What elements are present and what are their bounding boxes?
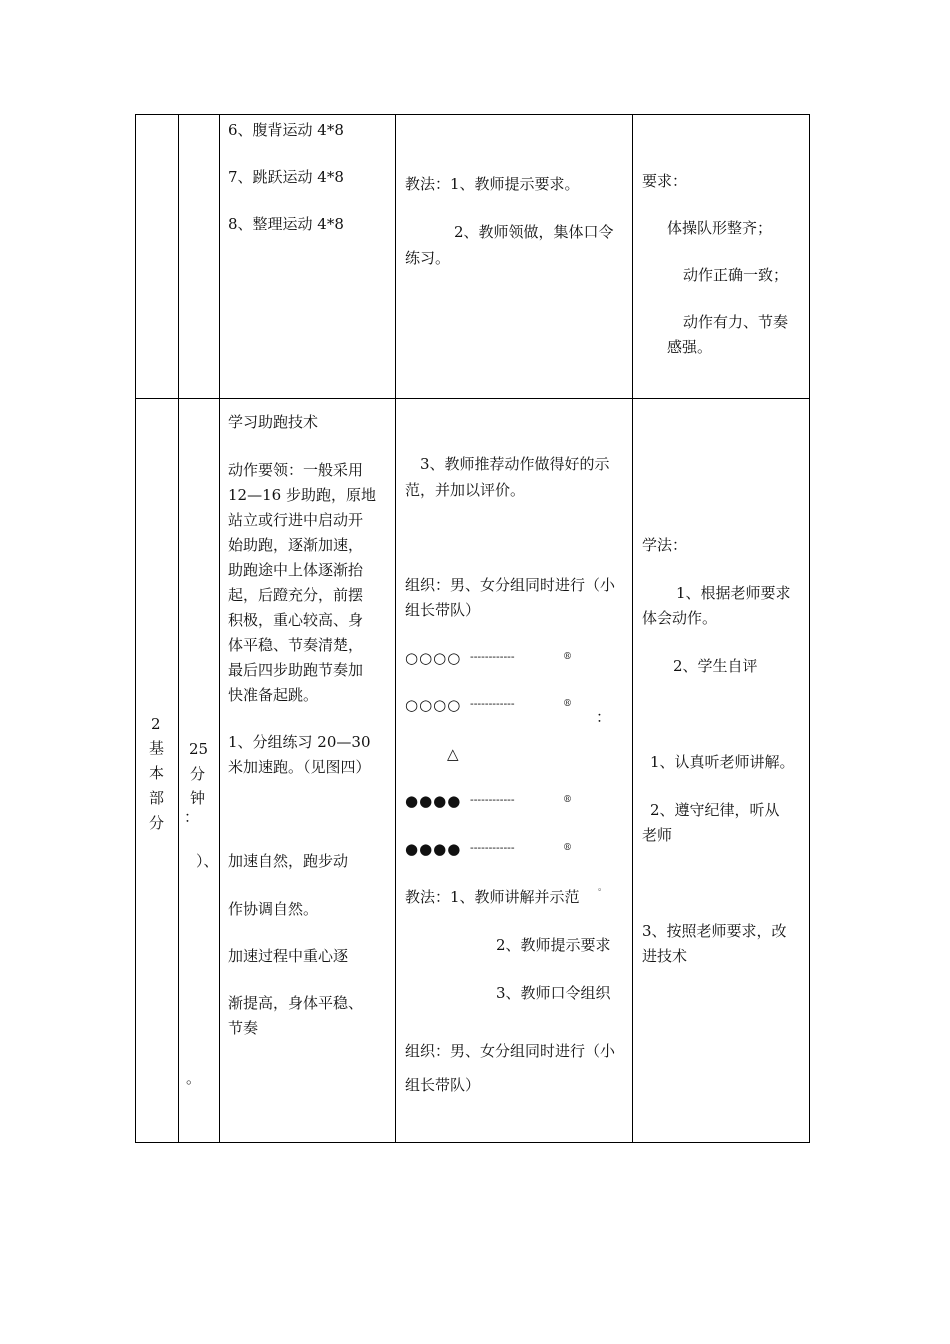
key-point-line: 渐提高，身体平稳、 (228, 994, 364, 1012)
essentials-line: 助跑途中上体逐渐抬 (228, 561, 364, 579)
section-char: 分 (149, 814, 165, 832)
teacher-triangle: △ (447, 745, 459, 763)
learning-item: 体会动作。 (642, 609, 718, 627)
essentials-line: 积极，重心较高、身 (228, 611, 364, 629)
section-char: 基 (149, 739, 165, 757)
table-top-border (135, 114, 810, 115)
open-circle-row: ○○○○ (405, 649, 462, 667)
key-point-line: 加速自然，跑步动 (228, 852, 349, 870)
essentials-line: 12—16 步助跑，原地 (228, 486, 376, 504)
essentials-line: 站立或行进中启动开 (228, 511, 364, 529)
teaching-method-item: 3、教师口令组织 (496, 984, 611, 1002)
teaching-method-label: 教法：1、教师提示要求。 (405, 175, 580, 193)
practice-line: 米加速跑。（见图四） (228, 758, 371, 776)
time-value: 25 (189, 740, 209, 758)
column-divider (219, 114, 220, 1143)
organization-line: 组织：男、女分组同时进行（小 (405, 1042, 616, 1060)
dashed-line: ------------ (470, 650, 515, 663)
dashed-line: ------------ (470, 793, 515, 806)
filled-circle-row: ●●●● (405, 840, 462, 858)
requirement-item: 体操队形整齐； (667, 219, 773, 237)
exercise-item: 7、跳跃运动 4*8 (228, 168, 344, 186)
column-divider (395, 114, 396, 1143)
essentials-line: 体平稳、节奏清楚， (228, 636, 364, 654)
requirement-item: 动作正确一致； (683, 266, 789, 284)
open-circle-row: ○○○○ (405, 696, 462, 714)
section-number: 2 (151, 715, 161, 733)
learning-item: 2、学生自评 (673, 657, 758, 675)
essentials-line: 动作要领：一般采用 (228, 461, 364, 479)
learning-method-label: 学法： (642, 536, 688, 554)
row-divider (135, 398, 810, 399)
learning-item: 1、根据老师要求 (676, 584, 791, 602)
table-left-border (135, 114, 136, 1143)
colon-mark: ： (596, 708, 612, 726)
stray-mark: ）、 (196, 852, 219, 870)
learning-item: 老师 (642, 826, 673, 844)
end-marker: ® (563, 652, 572, 662)
table-right-border (809, 114, 810, 1143)
table-bottom-border (135, 1142, 810, 1143)
teaching-method-item: 2、教师提示要求 (496, 936, 611, 954)
end-marker: ® (563, 843, 572, 853)
exercise-item: 6、腹背运动 4*8 (228, 121, 344, 139)
filled-circle-row: ●●●● (405, 792, 462, 810)
requirement-label: 要求： (642, 172, 688, 190)
section-char: 部 (149, 789, 165, 807)
essentials-line: 起，后蹬充分，前摆 (228, 586, 364, 604)
key-point-line: 加速过程中重心逐 (228, 947, 349, 965)
organization-line: 组长带队） (405, 1076, 481, 1094)
stray-mark: 。 (186, 1069, 202, 1087)
recommend-line: 3、教师推荐动作做得好的示 (420, 455, 610, 473)
organization-line: 组织：男、女分组同时进行（小 (405, 576, 616, 594)
key-point-line: 节奏 (228, 1019, 259, 1037)
column-divider (632, 114, 633, 1143)
time-colon: ： (184, 808, 200, 826)
learning-item: 进技术 (642, 947, 688, 965)
teaching-method-label: 教法：1、教师讲解并示范 (405, 888, 580, 906)
essentials-line: 始助跑，逐渐加速， (228, 536, 364, 554)
end-marker: ® (563, 699, 572, 709)
learning-item: 3、按照老师要求，改 (642, 922, 787, 940)
practice-line: 1、分组练习 20—30 (228, 733, 371, 751)
end-marker: ® (563, 795, 572, 805)
organization-line: 组长带队） (405, 601, 481, 619)
key-point-line: 作协调自然。 (228, 900, 319, 918)
learning-item: 1、认真听老师讲解。 (650, 753, 795, 771)
lesson-topic-title: 学习助跑技术 (228, 413, 319, 431)
column-divider (178, 114, 179, 1143)
exercise-item: 8、整理运动 4*8 (228, 215, 344, 233)
dashed-line: ------------ (470, 841, 515, 854)
teaching-method-item: 2、教师领做，集体口令 (454, 223, 614, 241)
learning-item: 2、遵守纪律，听从 (650, 801, 780, 819)
requirement-item: 动作有力、节奏 (683, 313, 789, 331)
requirement-item: 感强。 (667, 338, 713, 356)
essentials-line: 快准备起跳。 (228, 686, 319, 704)
dashed-line: ------------ (470, 697, 515, 710)
section-char: 本 (149, 764, 165, 782)
teaching-method-item: 练习。 (405, 249, 451, 267)
essentials-line: 最后四步助跑节奏加 (228, 661, 364, 679)
time-unit: 分 (190, 765, 206, 783)
time-unit: 钟 (190, 789, 206, 807)
stray-dot: 。 (598, 883, 608, 893)
recommend-line: 范，并加以评价。 (405, 481, 526, 499)
